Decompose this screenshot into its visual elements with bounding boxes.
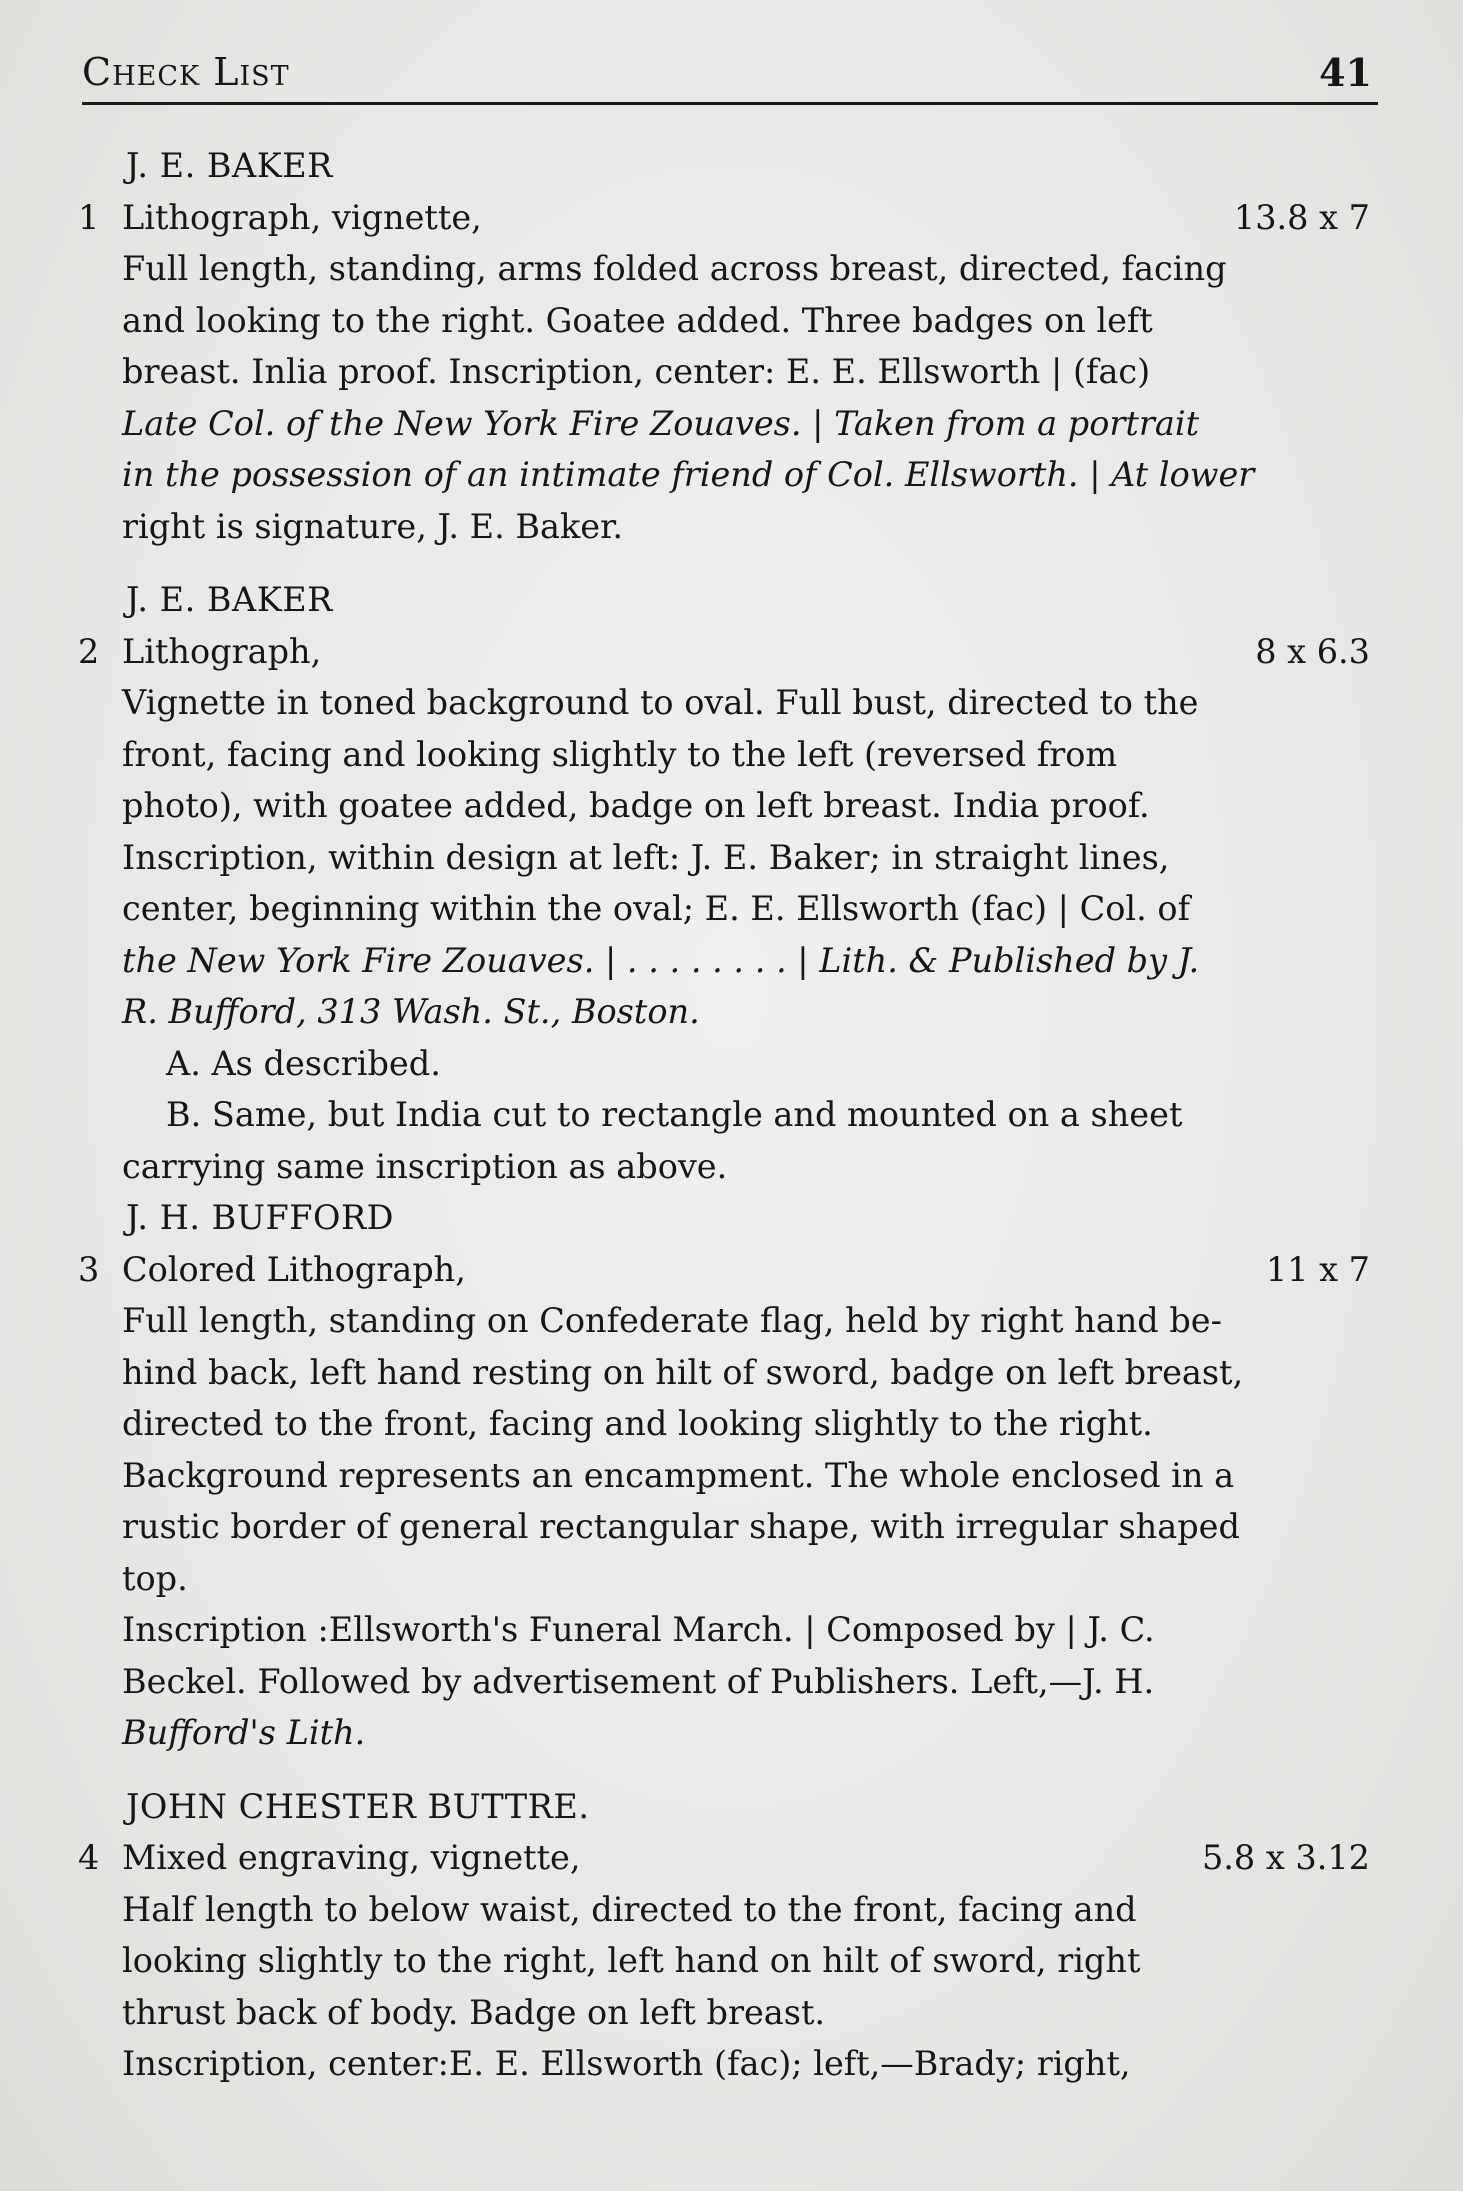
description-line: Bufford's Lith.	[122, 1713, 366, 1752]
description-line: Inscription :Ellsworth's Funeral March. | Composed by | J. C.	[122, 1610, 1155, 1649]
item-size: 13.8 x 7	[1233, 197, 1370, 237]
item-description	[78, 677, 1378, 1038]
description-line: right is signature, J. E. Baker.	[122, 506, 624, 546]
variant-a	[78, 1038, 1378, 1090]
variant-continuation: carrying same inscription as above.	[122, 1146, 728, 1186]
description-line: top.	[122, 1558, 188, 1598]
description-line: Beckel. Followed by advertisement of Publishers. Left,—J. H.	[122, 1661, 1155, 1701]
variant-line: B. Same, but India cut to rectangle and mounted on a sheet	[166, 1095, 1183, 1134]
description-line: Full length, standing on Confederate flag, held by right hand be-	[122, 1301, 1222, 1340]
item-description	[78, 1295, 1378, 1759]
item-number: 2	[78, 631, 100, 671]
item-medium: Lithograph, vignette,	[122, 197, 482, 237]
item-size: 8 x 6.3	[1255, 631, 1370, 671]
description-line: looking slightly to the right, left hand on hilt of sword, right	[122, 1941, 1141, 1980]
description-line: front, facing and looking slightly to the left (reversed from	[122, 734, 1118, 774]
variant-b	[78, 1089, 1378, 1192]
description-line: breast. Inlia proof. Inscription, center: E. E. Ellsworth | (fac)	[122, 352, 1151, 391]
description-line: the New York Fire Zouaves. | . . . . . . . . | Lith. & Published by J.	[122, 940, 1200, 980]
entry-heading: J. H. BUFFORD	[126, 1198, 395, 1237]
variant-line: A. As described.	[166, 1043, 441, 1083]
item-description	[78, 243, 1378, 552]
description-line: hind back, left hand resting on hilt of sword, badge on left breast,	[122, 1352, 1244, 1392]
page-body	[78, 140, 1378, 2090]
description-line: R. Bufford, 313 Wash. St., Boston.	[122, 992, 700, 1031]
item-medium: Lithograph,	[122, 631, 322, 671]
item-line	[78, 626, 1378, 678]
item-line	[78, 1832, 1378, 1884]
item-line	[78, 192, 1378, 244]
item-description	[78, 1884, 1378, 2090]
description-line: Full length, standing, arms folded across breast, directed, facing	[122, 249, 1227, 288]
item-size: 11 x 7	[1265, 1249, 1370, 1289]
entry-heading: JOHN CHESTER BUTTRE.	[126, 1786, 590, 1826]
description-line: Half length to below waist, directed to the front, facing and	[122, 1889, 1137, 1929]
description-line: center, beginning within the oval; E. E. Ellsworth (fac) | Col. of	[122, 889, 1190, 928]
item-number: 4	[78, 1838, 100, 1877]
page-number: 41	[1319, 50, 1372, 95]
description-line: rustic border of general rectangular shape, with irregular shaped	[122, 1507, 1240, 1546]
description-line: Inscription, center:E. E. Ellsworth (fac); left,—Brady; right,	[122, 2044, 1131, 2083]
description-line: in the possession of an intimate friend of Col. Ellsworth. | At lower	[122, 455, 1255, 494]
item-size: 5.8 x 3.12	[1201, 1838, 1370, 1877]
description-line: Background represents an encampment. The whole enclosed in a	[122, 1455, 1235, 1495]
description-line: Inscription, within design at left: J. E. Baker; in straight lines,	[122, 837, 1170, 877]
item-number: 3	[78, 1249, 100, 1289]
item-medium: Mixed engraving, vignette,	[122, 1838, 581, 1877]
item-number: 1	[78, 197, 100, 237]
description-line: photo), with goatee added, badge on left breast. India proof.	[122, 786, 1150, 825]
item-medium: Colored Lithograph,	[122, 1249, 466, 1289]
item-line	[78, 1244, 1378, 1296]
description-line: and looking to the right. Goatee added. Three badges on left	[122, 300, 1153, 340]
description-line: directed to the front, facing and looking slightly to the right.	[122, 1404, 1153, 1443]
entry-heading: J. E. BAKER	[126, 146, 333, 185]
description-line: Vignette in toned background to oval. Full bust, directed to the	[122, 683, 1199, 722]
running-title: Check List	[82, 50, 290, 94]
running-header	[82, 42, 1378, 105]
description-line: thrust back of body. Badge on left breast.	[122, 1992, 826, 2032]
description-line: Late Col. of the New York Fire Zouaves. | Taken from a portrait	[122, 403, 1200, 443]
entry-heading: J. E. BAKER	[126, 580, 333, 619]
